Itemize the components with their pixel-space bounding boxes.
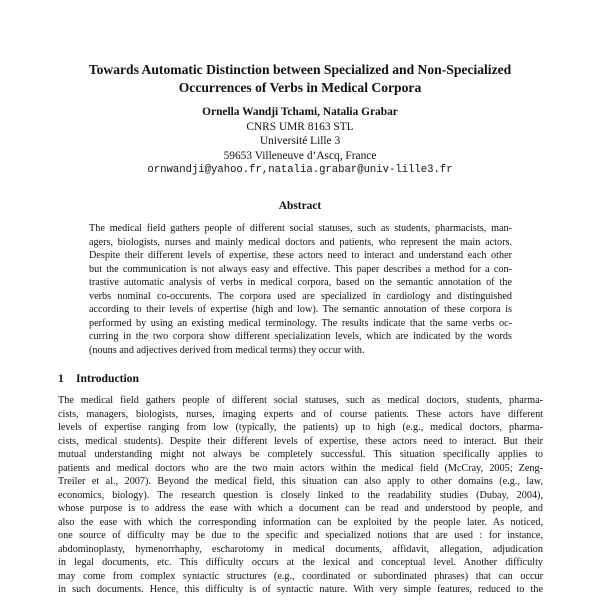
author-names: Ornella Wandji Tchami, Natalia Grabar bbox=[202, 106, 398, 118]
body-line: economics, biology). The research question is closely linked to the readability studies (Dubay, 2004), bbox=[58, 489, 543, 501]
abstract-text bbox=[89, 222, 512, 357]
abstract-line: verbs nominal co-occurents. The corpora used are specialized in cardiology and distinguished bbox=[89, 290, 512, 302]
abstract-line: (nouns and adjectives derived from medical terms) they occur with. bbox=[89, 344, 365, 356]
body-line: patients and medical doctors who are the two main actors within the medical field (McCray, 2005; Zeng- bbox=[58, 462, 543, 474]
body-line: cists, medical students). Despite their different levels of expertise, these actors need to interact. But their bbox=[58, 435, 543, 447]
abstract-line: but the communication is not always easy and effective. This paper describes a method for a con- bbox=[89, 263, 512, 275]
section-number: 1 bbox=[58, 372, 64, 385]
abstract-line: performed by using an existing medical terminology. The results indicate that the same verbs oc- bbox=[89, 317, 512, 329]
abstract-heading: Abstract bbox=[278, 200, 322, 212]
body-line: in legal documents, etc. This difficulty occurs at the lexical and conceptual level. Another difficulty bbox=[58, 557, 543, 568]
abstract-line: according to their levels of expertise (high and low). The semantic annotation of these corpora is bbox=[89, 304, 512, 315]
body-line: levels of expertise ranging from low (typically, the patients) up to high (e.g., medical doctors, pharma- bbox=[58, 422, 543, 433]
author-block bbox=[80, 105, 520, 178]
body-line: mutual understanding might not always be completely successful. This situation specifically applies to bbox=[58, 449, 543, 460]
abstract-line: Despite their different levels of expertise, these actors need to interact and understand each other bbox=[89, 250, 512, 261]
title-line: Occurrences of Verbs in Medical Corpora bbox=[178, 80, 422, 95]
affiliation-line: CNRS UMR 8163 STL bbox=[246, 120, 354, 133]
affiliation-line: 59653 Villeneuve d’Ascq, France bbox=[223, 149, 377, 162]
body-line: one source of difficulty may be due to the specific and specialized notions that are used : for instance, bbox=[58, 530, 543, 541]
title-line: Towards Automatic Distinction between Specialized and Non-Specialized bbox=[88, 62, 512, 77]
abstract-line: agers, biologists, nurses and mainly medical doctors and patients, who represent the main actors. bbox=[89, 236, 512, 248]
introduction-text bbox=[58, 394, 543, 597]
body-line: whose purpose is to address the ease with which a document can be read and understood by people, and bbox=[58, 503, 543, 514]
abstract-line: trastive automatic analysis of verbs in medical corpora, based on the semantic annotation of the bbox=[89, 277, 512, 288]
section-title: Introduction bbox=[76, 372, 139, 385]
body-line: The medical field gathers people of different social statuses, such as medical doctors, students, pharma- bbox=[58, 395, 543, 406]
body-line: Treiler et al., 2007). Beyond the medical field, this situation can also apply to other domains (e.g., law, bbox=[58, 476, 543, 487]
body-line: may come from complex syntactic structures (e.g., coordinated or subordinated phrases) that can occur bbox=[58, 570, 543, 582]
paper-title bbox=[60, 61, 540, 97]
section-heading-introduction bbox=[58, 372, 139, 385]
body-line: cists, managers, biologists, nurses, imaging experts and of course patients. These actors have different bbox=[58, 408, 543, 420]
body-line: abdominoplasty, hymenorrhaphy, escharotomy in medical documents, affidavit, allegation, adjudication bbox=[58, 543, 543, 555]
abstract-line: curring in the two corpora show different specialization levels, which are indicated by the words bbox=[89, 331, 512, 342]
abstract-line: The medical field gathers people of different social statuses, such as students, pharmacists, man- bbox=[89, 223, 512, 234]
body-line: also the ease with which the corresponding information can be exploited by the people later. As noticed, bbox=[58, 516, 543, 528]
author-emails: ornwandji@yahoo.fr,natalia.grabar@univ-lille3.fr bbox=[147, 164, 453, 176]
affiliation-line: Université Lille 3 bbox=[259, 135, 341, 147]
body-line: in such documents. Hence, this difficulty is of syntactic nature. With very simple features, reduced to the bbox=[58, 584, 543, 595]
